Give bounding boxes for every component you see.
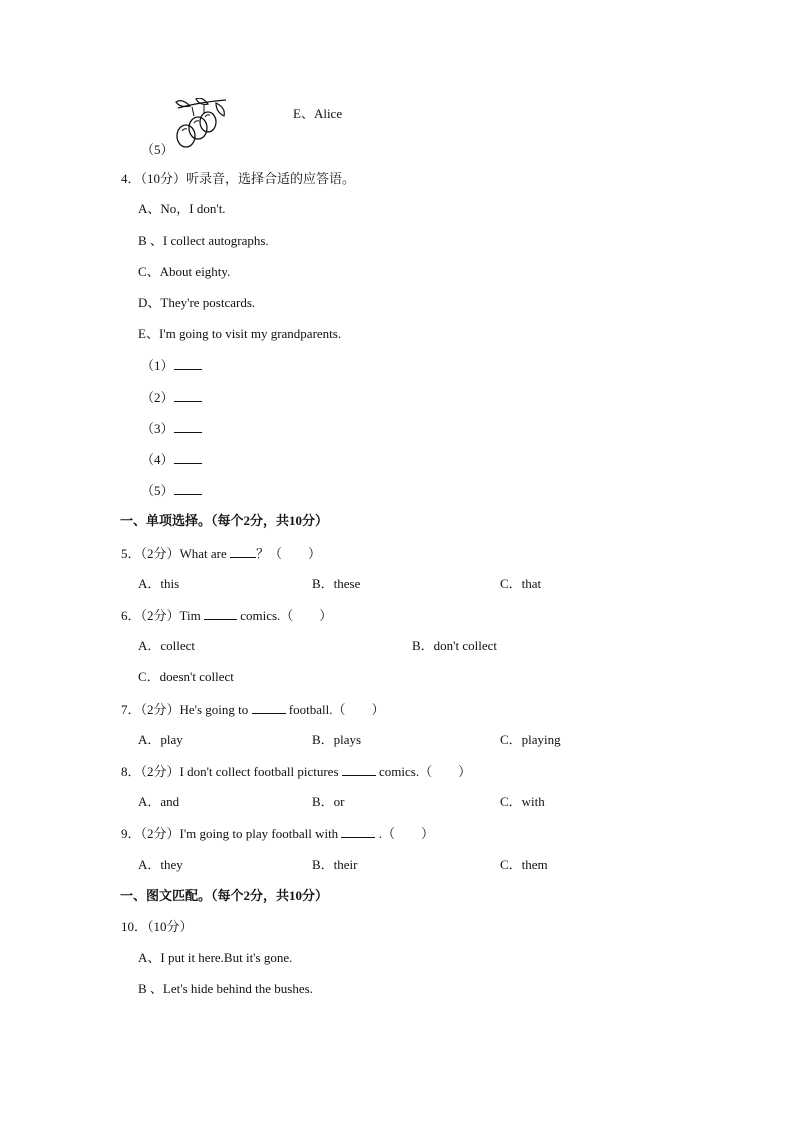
answer-blank[interactable]: [174, 451, 202, 464]
q6-option-b[interactable]: B．don't collect: [412, 638, 498, 653]
answer-blank[interactable]: [342, 763, 376, 776]
q10-option-b: B 、Let's hide behind the bushes.: [138, 981, 313, 996]
question-5-stem: [121, 545, 321, 562]
stem-text: 8．（2分）I don't collect football pictures: [121, 764, 342, 779]
stem-text: .（ ）: [375, 826, 434, 841]
section-single-choice-title: 一、单项选择。（每个2分，共10分）: [120, 513, 329, 528]
q7-option-c[interactable]: C．playing: [500, 732, 561, 747]
q4-option-c: C、About eighty.: [138, 264, 231, 279]
answer-blank[interactable]: [174, 389, 202, 402]
q5-option-c[interactable]: C．that: [500, 576, 542, 591]
q3-item-5-label: （5）: [141, 142, 174, 157]
q7-option-b[interactable]: B．plays: [312, 732, 362, 747]
stem-text: 7．（2分）He's going to: [121, 702, 252, 717]
answer-label: （4）: [141, 452, 174, 467]
answer-blank[interactable]: [204, 607, 237, 620]
q5-option-a[interactable]: A．this: [138, 576, 180, 591]
q7-option-a[interactable]: A．play: [138, 732, 183, 747]
answer-label: （1）: [141, 358, 174, 373]
olives-branch-icon: [172, 98, 230, 154]
answer-blank[interactable]: [341, 825, 375, 838]
q5-option-b[interactable]: B．these: [312, 576, 361, 591]
answer-blank[interactable]: [174, 482, 202, 495]
q6-option-a[interactable]: A．collect: [138, 638, 196, 653]
stem-text: ？（ ）: [256, 546, 322, 561]
section-picture-matching-title: 一、图文匹配。（每个2分，共10分）: [120, 888, 329, 903]
q9-option-a[interactable]: A．they: [138, 857, 183, 872]
question-9-stem: [121, 825, 434, 842]
q4-answer-5: [141, 482, 202, 499]
question-7-stem: [121, 701, 384, 718]
q4-option-a: A、No，I don't.: [138, 201, 226, 216]
answer-blank[interactable]: [230, 545, 256, 558]
answer-label: （5）: [141, 483, 174, 498]
question-4-title: 4．（10分）听录音，选择合适的应答语。: [121, 171, 356, 186]
q4-option-d: D、They're postcards.: [138, 295, 256, 310]
question-6-stem: [121, 607, 332, 624]
q8-option-b[interactable]: B．or: [312, 794, 345, 809]
stem-text: 6．（2分）Tim: [121, 608, 204, 623]
q9-option-c[interactable]: C．them: [500, 857, 548, 872]
stem-text: 9．（2分）I'm going to play football with: [121, 826, 342, 841]
q4-answer-1: [141, 357, 202, 374]
stem-text: 5．（2分）What are: [121, 546, 231, 561]
answer-label: （2）: [141, 390, 174, 405]
q4-option-b: B 、I collect autographs.: [138, 233, 269, 248]
q9-option-b[interactable]: B．their: [312, 857, 358, 872]
q4-answer-3: [141, 420, 202, 437]
question-10-title: 10．（10分）: [121, 919, 193, 934]
q4-answer-2: [141, 389, 202, 406]
q3-option-e: E、Alice: [293, 106, 343, 121]
q4-answer-4: [141, 451, 202, 468]
q8-option-c[interactable]: C．with: [500, 794, 545, 809]
stem-text: comics.（ ）: [375, 764, 472, 779]
q4-option-e: E、I'm going to visit my grandparents.: [138, 326, 342, 341]
q6-option-c[interactable]: C．doesn't collect: [138, 669, 234, 684]
answer-label: （3）: [141, 421, 174, 436]
answer-blank[interactable]: [174, 420, 202, 433]
q10-option-a: A、I put it here.But it's gone.: [138, 950, 293, 965]
question-8-stem: [121, 763, 471, 780]
answer-blank[interactable]: [174, 357, 202, 370]
stem-text: comics.（ ）: [236, 608, 333, 623]
answer-blank[interactable]: [252, 701, 286, 714]
q8-option-a[interactable]: A．and: [138, 794, 180, 809]
stem-text: football.（ ）: [285, 702, 385, 717]
